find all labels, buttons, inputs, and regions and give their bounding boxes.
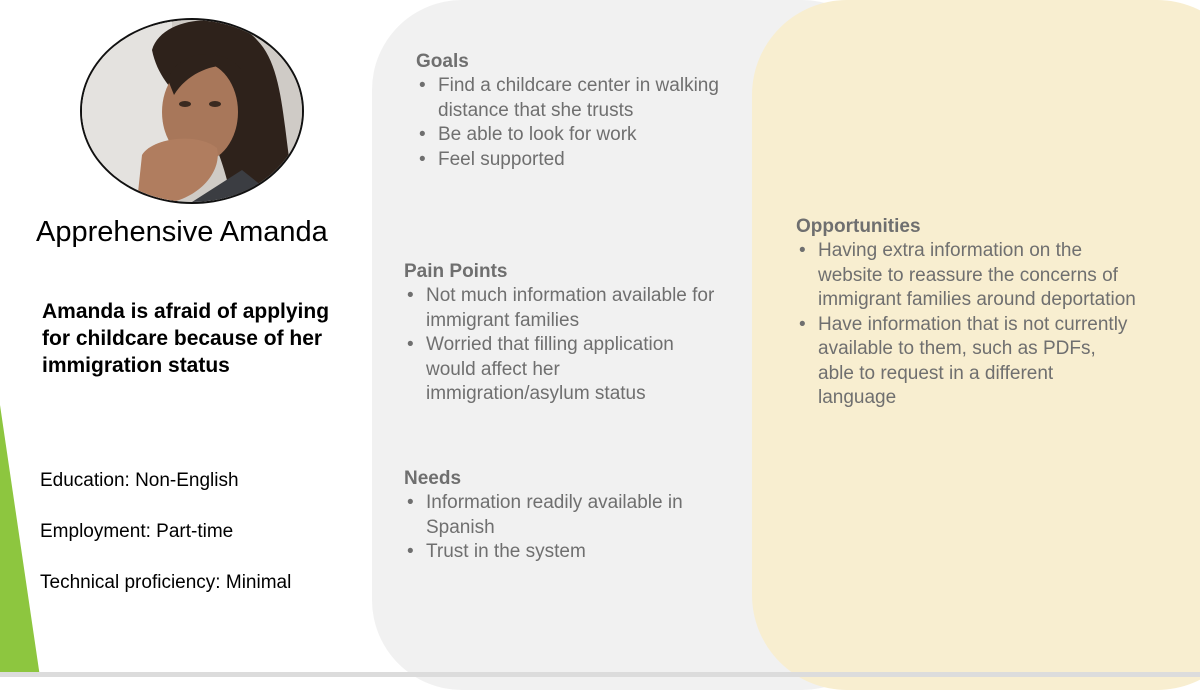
need-item: • Information readily available in Spanish [404, 491, 724, 540]
pain-point-item: • Not much information available for immigrant families [404, 284, 724, 333]
needs-heading: Needs [404, 468, 462, 489]
needs-list [404, 491, 724, 565]
pain-points-section [404, 260, 724, 407]
opportunity-item: • Having extra information on the website to reassure the concerns of immigrant families around deportation [796, 239, 1136, 313]
technical-proficiency-attribute: Technical proficiency: Minimal [40, 572, 292, 593]
goal-item: • Be able to look for work [416, 123, 756, 148]
pain-point-item: • Worried that filling application would affect her immigration/asylum status [404, 333, 724, 407]
opportunities-section [796, 215, 1136, 411]
goals-section [416, 50, 756, 172]
goal-item: • Find a childcare center in walking distance that she trusts [416, 74, 756, 123]
needs-section [404, 467, 724, 565]
persona-summary: Amanda is afraid of applying for childcare because of her immigration status [42, 300, 330, 377]
need-item: • Trust in the system [404, 540, 724, 565]
pain-points-heading: Pain Points [404, 261, 508, 282]
opportunities-list [796, 239, 1136, 411]
pain-points-list [404, 284, 724, 407]
goals-heading: Goals [416, 51, 469, 72]
persona-avatar [80, 18, 304, 204]
opportunities-heading: Opportunities [796, 216, 921, 237]
goals-list [416, 74, 756, 172]
employment-attribute: Employment: Part-time [40, 521, 234, 542]
opportunity-item: • Have information that is not currently available to them, such as PDFs, able to request in a different language [796, 313, 1136, 411]
slide-bottom-edge [0, 672, 1200, 677]
education-attribute: Education: Non-English [40, 470, 239, 491]
persona-photo-illustration [82, 20, 302, 202]
goal-item: • Feel supported [416, 148, 756, 173]
persona-name: Apprehensive Amanda [36, 216, 328, 248]
